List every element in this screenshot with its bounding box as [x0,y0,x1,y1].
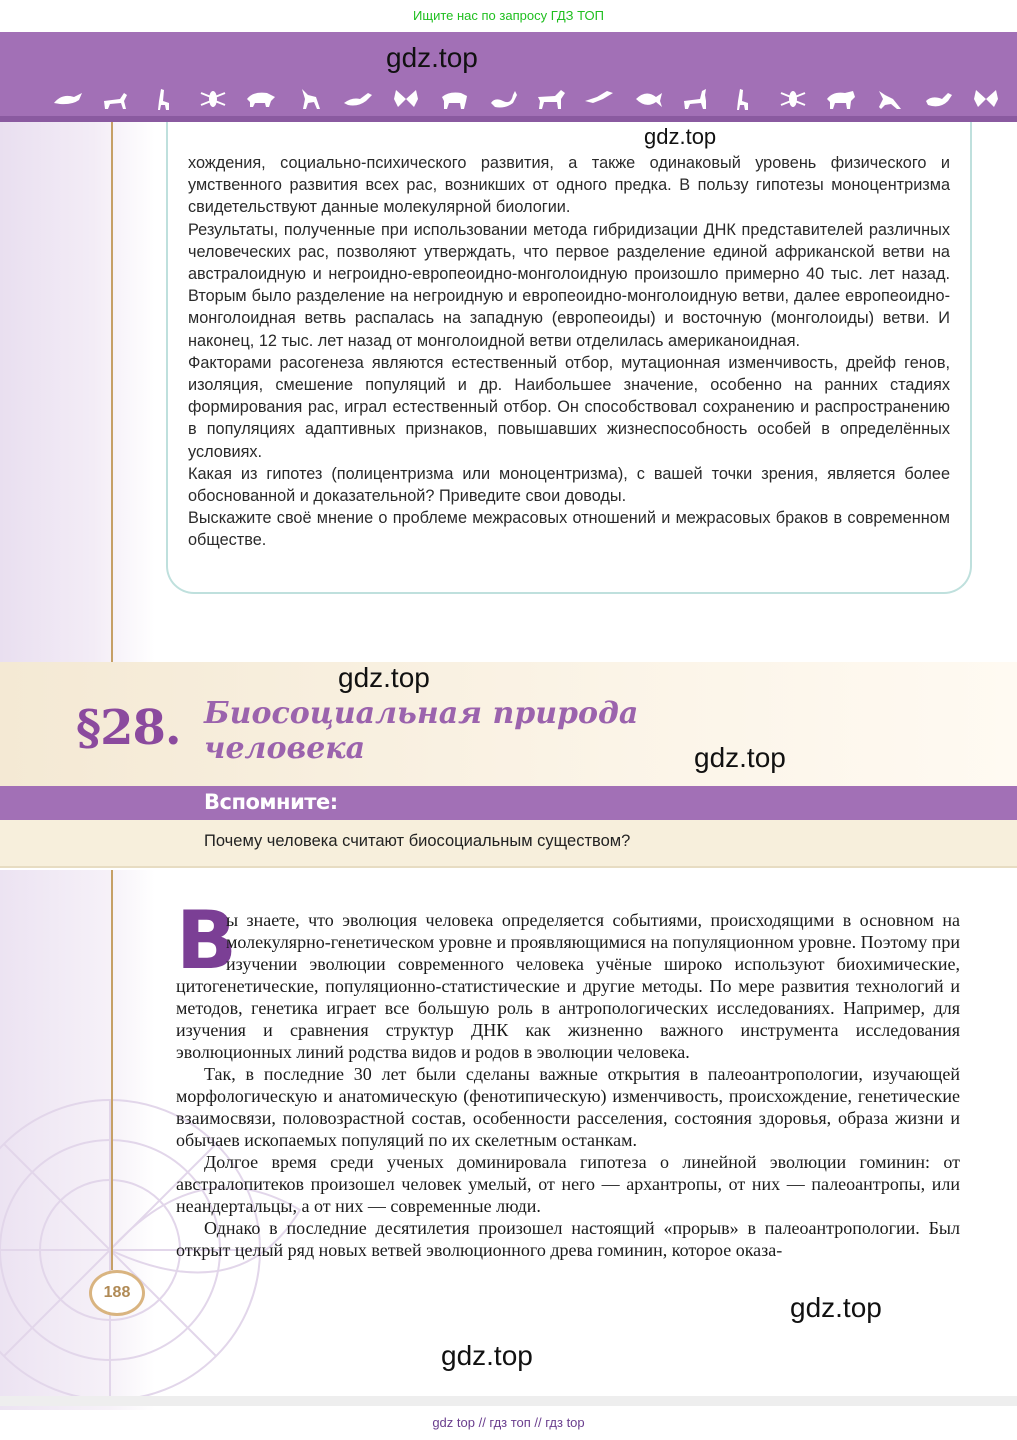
remember-band [0,786,1017,820]
drop-cap-spacer [176,909,226,971]
insect-icon [197,87,229,111]
horse-icon [535,87,567,111]
text-box-content [188,152,950,552]
duck-icon [922,87,954,111]
page-number: 188 [89,1270,145,1316]
watermark: gdz.top [694,742,786,773]
body-paragraph [176,909,960,1063]
body-paragraph: Так, в последние 30 лет были сделаны важные открытия в палеоантропологии, изучающей морфологическую и анатомическую (фенотипическую) изменчивость, происхождение, генетические взаимосвязи, половозрастной состав, особенности расселения, состояния здоровья, образа жизни и обычаев ископаемых популяций по их скелетным останкам. [176,1064,960,1150]
monkey-icon [294,87,326,111]
section-number: §28. [76,700,181,756]
watermark: gdz.top [386,42,478,73]
section-title [204,696,638,766]
margin-rule-lower [111,870,113,1270]
section-title-line1: Биосоциальная природа [204,696,639,731]
deer-icon [100,87,132,111]
lizard-icon [342,87,374,111]
boar-icon [245,87,277,111]
section-title-line2: человека [204,731,366,766]
bottom-rule [0,1396,1017,1406]
remember-question: Почему человека считают биосоциальным существом? [204,832,631,850]
animal-frieze [52,84,1002,114]
body-paragraph-text: ы знаете, что эволюция человека определяется событиями, происходящими в основном на молекулярно-генетическом уровне и проявляющимися на популяционном уровне. Поэтому при изучении эволюции современного человека учёные широко используют биохимические, цитогенетические, популяционно-статистические и другие методы. По мере развития технологий и методов, генетика играет все большую роль в антропологических исследованиях. Например, для изучения и сравнения структур ДНК как жизненно важного инструмента исследования эволюционных линий родства видов и родов в эволюции человека. [176,910,960,1062]
elk-icon [680,87,712,111]
watermark: gdz.top [644,124,717,149]
watermark: gdz.top [441,1340,533,1371]
butterfly-icon [970,87,1002,111]
margin-rule [111,122,113,662]
search-hint-link[interactable]: Ищите нас по запросу ГДЗ ТОП [413,8,604,23]
box-paragraph: хождения, социально-психического развития, а также одинаковый уровень физического и умственного развития всех рас, возникших от одного предка. В пользу гипотезы моноцентризма свидетельствуют данные молекулярной биологии. [188,154,950,217]
dolphin-icon [52,87,84,111]
kangaroo-icon [873,87,905,111]
box-paragraph: Факторами расогенеза являются естественный отбор, мутационная изменчивость, дрейф генов, изоляция, смешение популяций и др. Наибольшее значение, особенно на ранних стадиях формирования рас, играл естественный отбор. Он способствовал сохранению и распространению в популяциях адаптивных признаков, повышавших жизнеспособность особей в определённых условиях. [188,353,950,461]
fish-icon [632,87,664,111]
main-body-text [176,909,960,1261]
box-paragraph: Результаты, полученные при использовании метода гибридизации ДНК представителей различных человеческих рас, позволяют утверждать, что первое разделение единой африканской ветви на австралоидную и негроидно-европеоидно-монголоидную произошло примерно 40 тыс. лет назад. Вторым было разделение на негроидную и европеоидно-монголоидную ветви, далее европеоидно-монголоидная ветвь распалась на западную (европеоиды) и восточную (монголоиды) ветви. И наконец, 12 тыс. лет назад от монголоидной ветви отделилась американоидная. [188,220,950,350]
footer-links[interactable]: gdz top // гдз топ // гдз top [432,1415,585,1430]
remember-label: Вспомните: [204,790,338,814]
giraffe-icon [149,87,181,111]
butterfly-icon [390,87,422,111]
body-paragraph: Однако в последние десятилетия произошел настоящий «прорыв» в палеоантропологии. Был открыт целый ряд новых ветвей эволюционного древа гоминин, которое оказа- [176,1218,960,1260]
scorpion-icon [487,87,519,111]
bird-icon [583,87,615,111]
body-paragraph: Долгое время среди ученых доминировала гипотеза о линейной эволюции гоминин: от австралопитеков произошел человек умелый, от него — архантропы, от них — палеоантропы, или неандертальцы, а от них — современные люди. [176,1152,960,1216]
drop-cap: В [176,894,237,987]
left-margin-panel [0,122,155,662]
box-paragraph: Выскажите своё мнение о проблеме межрасовых отношений и межрасовых браков в современном обществе. [188,509,950,550]
bear-icon [439,87,471,111]
watermark: gdz.top [338,662,430,693]
watermark: gdz.top [790,1292,882,1323]
buffalo-icon [825,87,857,111]
giraffe-icon [728,87,760,111]
box-paragraph: Какая из гипотез (полицентризма или моноцентризма), с вашей точки зрения, является более обоснованной и доказательной? Приведите свои доводы. [188,464,950,506]
insect-icon [777,87,809,111]
